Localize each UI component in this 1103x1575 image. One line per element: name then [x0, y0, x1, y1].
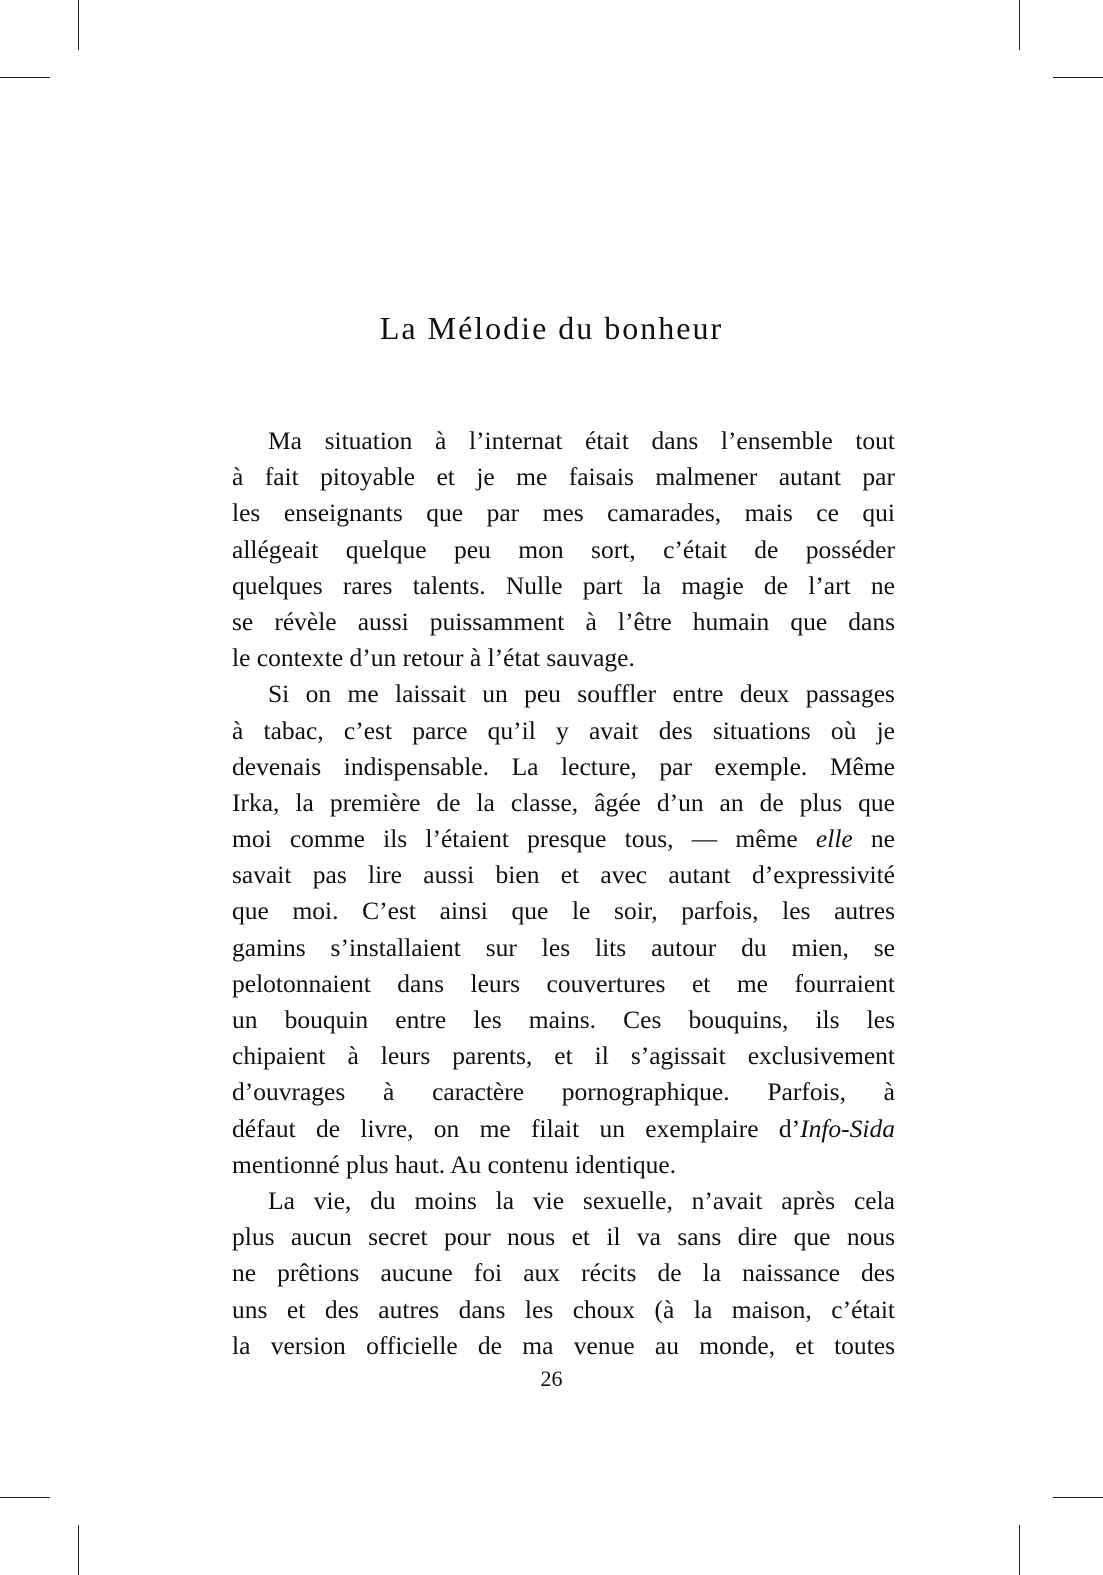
text-line: quelques rares talents. Nulle part la magie de l’art ne: [232, 570, 895, 600]
text-line: uns et des autres dans les choux (à la maison, c’était: [232, 1294, 895, 1324]
text-line: à tabac, c’est parce qu’il y avait des situations où je: [232, 715, 895, 745]
text: défaut de livre, on me filait un exemplaire d’: [232, 1113, 801, 1143]
crop-mark: [0, 1497, 50, 1498]
page-number: 26: [540, 1366, 563, 1391]
text: ne: [852, 824, 895, 854]
text-line: allégeait quelque peu mon sort, c’était de posséder: [232, 534, 895, 564]
text-line: à fait pitoyable et je me faisais malmener autant par: [232, 462, 895, 492]
text-line: [232, 1111, 895, 1147]
text-line: pelotonnaient dans leurs couvertures et me fourraient: [232, 968, 895, 998]
text-line: la version officielle de ma venue au monde, et toutes: [232, 1330, 895, 1360]
text-line: gamins s’installaient sur les lits autour du mien, se: [232, 932, 895, 962]
crop-mark: [78, 0, 79, 50]
body-text: [232, 423, 895, 1364]
text-line: plus aucun secret pour nous et il va sans dire que nous: [232, 1222, 895, 1252]
text-line: d’ouvrages à caractère pornographique. Parfois, à: [232, 1077, 895, 1107]
text-line: Ma situation à l’internat était dans l’ensemble tout: [268, 426, 895, 455]
text-line: mentionné plus haut. Au contenu identique.: [232, 1149, 677, 1179]
text-line: se révèle aussi puissamment à l’être humain que dans: [232, 606, 895, 636]
text-line: savait pas lire aussi bien et avec autant d’expressivité: [232, 860, 895, 890]
text: moi comme ils l’étaient presque tous, — même: [232, 824, 816, 854]
crop-mark: [1019, 1525, 1020, 1575]
text-line: La vie, du moins la vie sexuelle, n’avait après cela: [268, 1185, 895, 1215]
chapter-title: La Mélodie du bonheur: [379, 310, 724, 346]
italic-text: elle: [815, 824, 853, 854]
text-line: devenais indispensable. La lecture, par exemple. Même: [232, 751, 895, 781]
italic-text: Info-Sida: [800, 1113, 895, 1143]
text-line: un bouquin entre les mains. Ces bouquins, ils les: [232, 1005, 895, 1034]
text-line: les enseignants que par mes camarades, mais ce qui: [232, 498, 895, 528]
crop-mark: [0, 77, 50, 78]
crop-mark: [1053, 1497, 1103, 1498]
text-line: le contexte d’un retour à l’état sauvage.: [232, 643, 635, 673]
text-line: que moi. C’est ainsi que le soir, parfois, les autres: [232, 896, 895, 926]
crop-mark: [1019, 0, 1020, 50]
crop-mark: [78, 1525, 79, 1575]
text-line: Irka, la première de la classe, âgée d’un an de plus que: [232, 787, 895, 817]
text-line: [232, 821, 895, 857]
text-line: chipaient à leurs parents, et il s’agissait exclusivement: [232, 1041, 895, 1071]
text-line: Si on me laissait un peu souffler entre deux passages: [268, 679, 895, 709]
text-line: ne prêtions aucune foi aux récits de la naissance des: [232, 1258, 895, 1288]
crop-mark: [1053, 77, 1103, 78]
